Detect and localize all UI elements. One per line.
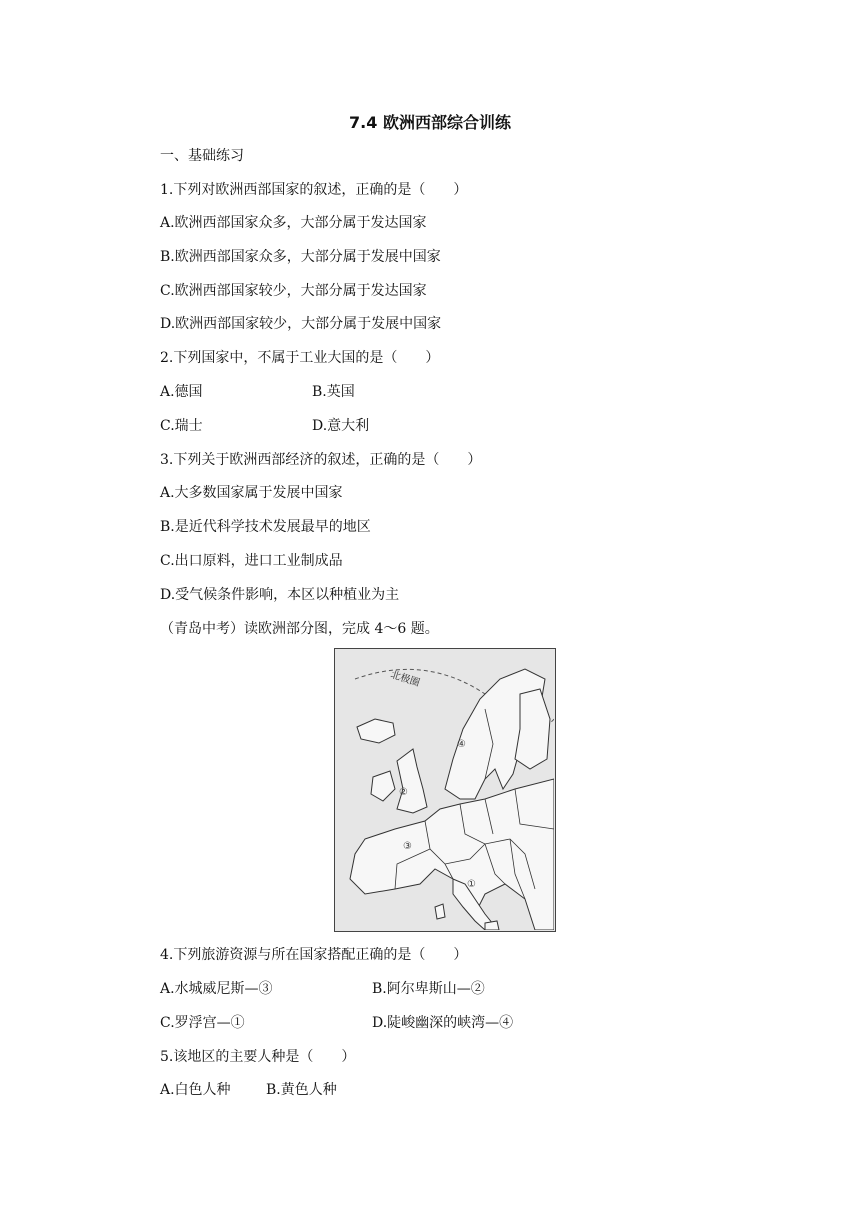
q4-stem: 4.下列旅游资源与所在国家搭配正确的是（ ） xyxy=(160,947,468,963)
q5-option-b: B.黄色人种 xyxy=(266,1082,337,1098)
q3-option-c: C.出口原料，进口工业制成品 xyxy=(160,553,343,569)
q3-stem: 3.下列关于欧洲西部经济的叙述，正确的是（ ） xyxy=(160,452,482,468)
arctic-circle-label: 北极圈 xyxy=(389,669,422,690)
q1-stem: 1.下列对欧洲西部国家的叙述，正确的是（ ） xyxy=(160,182,468,198)
q2-option-d: D.意大利 xyxy=(312,418,370,434)
q1-option-c: C.欧洲西部国家较少，大部分属于发达国家 xyxy=(160,283,427,299)
q1-option-b: B.欧洲西部国家众多，大部分属于发展中国家 xyxy=(160,249,441,265)
europe-map xyxy=(334,648,556,932)
q5-stem: 5.该地区的主要人种是（ ） xyxy=(160,1049,356,1065)
q5-option-a: A.白色人种 xyxy=(160,1082,231,1098)
page-title: 7.4 欧洲西部综合训练 xyxy=(349,113,511,132)
q1-option-d: D.欧洲西部国家较少，大部分属于发展中国家 xyxy=(160,316,442,332)
q2-option-a: A.德国 xyxy=(160,384,203,400)
q4-option-a: A.水城威尼斯—③ xyxy=(160,981,273,997)
q2-stem: 2.下列国家中，不属于工业大国的是（ ） xyxy=(160,350,440,366)
q4-option-b: B.阿尔卑斯山—② xyxy=(372,981,485,997)
section-heading: 一、基础练习 xyxy=(160,148,244,164)
map-label-4: ④ xyxy=(457,739,466,750)
europe-map-drawing xyxy=(335,649,554,930)
q3-option-d: D.受气候条件影响，本区以种植业为主 xyxy=(160,587,400,603)
q2-option-b: B.英国 xyxy=(312,384,355,400)
map-label-1: ① xyxy=(467,879,476,890)
q4-option-d: D.陡峻幽深的峡湾—④ xyxy=(372,1015,514,1031)
q3-option-b: B.是近代科学技术发展最早的地区 xyxy=(160,519,371,535)
q1-option-a: A.欧洲西部国家众多，大部分属于发达国家 xyxy=(160,215,427,231)
q3-option-a: A.大多数国家属于发展中国家 xyxy=(160,485,343,501)
map-label-2: ② xyxy=(399,787,408,798)
map-intro: （青岛中考）读欧洲部分图，完成 4～6 题。 xyxy=(160,621,439,637)
q2-option-c: C.瑞士 xyxy=(160,418,203,434)
sardinia-shape xyxy=(435,904,445,919)
sicily-shape xyxy=(485,921,499,930)
q4-option-c: C.罗浮宫—① xyxy=(160,1015,245,1031)
map-label-3: ③ xyxy=(403,841,412,852)
